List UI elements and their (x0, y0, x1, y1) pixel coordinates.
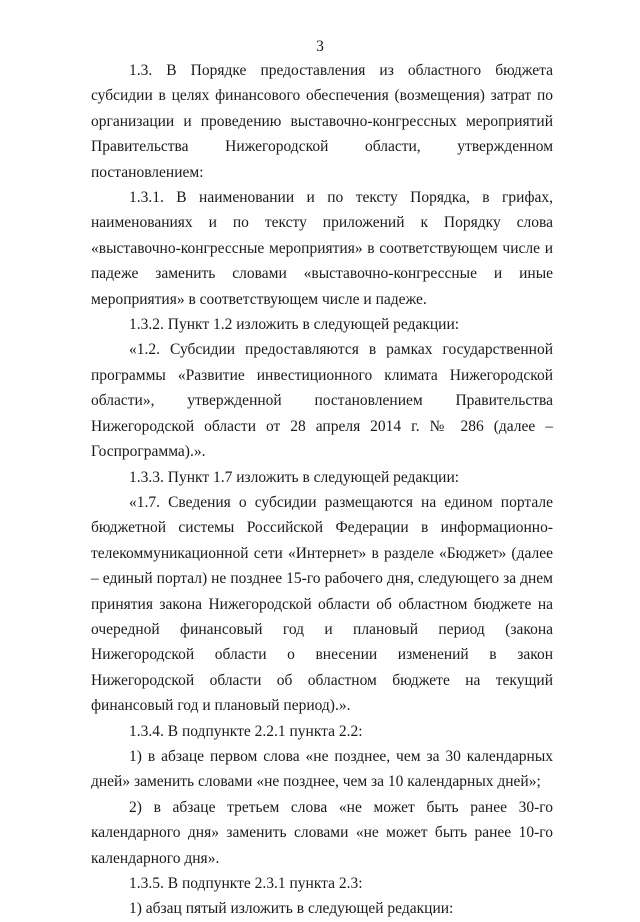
paragraph-item-1-abzac: 1) абзац пятый изложить в следующей редакции: (129, 900, 454, 918)
document-body (91, 58, 553, 922)
paragraph-1-3-3: 1.3.3. Пункт 1.7 изложить в следующей редакции: (129, 468, 460, 486)
paragraph-quote-1-2: «1.2. Субсидии предоставляются в рамках государственной программы «Развитие инвестиционного климата Нижегородской области», утвержденной постановлением Правительства Нижегородской области от 28 апреля 2014 г. № 286 (далее – Госпрограмма).». (91, 341, 553, 461)
paragraph-item-1: 1) в абзаце первом слова «не позднее, чем за 30 календарных дней» заменить словами «не позднее, чем за 10 календарных дней»; (91, 747, 553, 791)
paragraph-1-3-4: 1.3.4. В подпункте 2.2.1 пункта 2.2: (129, 722, 363, 740)
paragraph-1-3-5: 1.3.5. В подпункте 2.3.1 пункта 2.3: (129, 875, 363, 892)
paragraph-item-2: 2) в абзаце третьем слова «не может быть ранее 30-го календарного дня» заменить словами «не может быть ранее 10-го календарного дня». (91, 798, 553, 867)
paragraph-1-3-2: 1.3.2. Пункт 1.2 изложить в следующей редакции: (129, 316, 460, 334)
page-number: 3 (316, 38, 324, 55)
paragraph-quote-1-7: «1.7. Сведения о субсидии размещаются на едином портале бюджетной системы Российской Федерации в информационно-телекоммуникационной сети «Интернет» в разделе «Бюджет» (далее – единый портал) не позднее 15-го рабочего дня, следующего за днем принятия закона Нижегородской области об областном бюджете на очередной финансовый год и плановый период (закона Нижегородской области о внесении изменений в закон Нижегородской области об областном бюджете на текущий финансовый год и плановый период).». (91, 493, 553, 715)
paragraph-1-3: 1.3. В Порядке предоставления из областного бюджета субсидии в целях финансового обеспечения (возмещения) затрат по организации и проведению выставочно-конгрессных мероприятий Правительства Нижегородской области, утвержденном постановлением: (91, 62, 553, 181)
paragraph-1-3-1: 1.3.1. В наименовании и по тексту Порядка, в грифах, наименованиях и по тексту приложений к Порядку слова «выставочно-конгрессные мероприятия» в соответствующем числе и падеже заменить словами «выставочно-конгрессные и иные мероприятия» в соответствующем числе и падеже. (91, 189, 553, 308)
